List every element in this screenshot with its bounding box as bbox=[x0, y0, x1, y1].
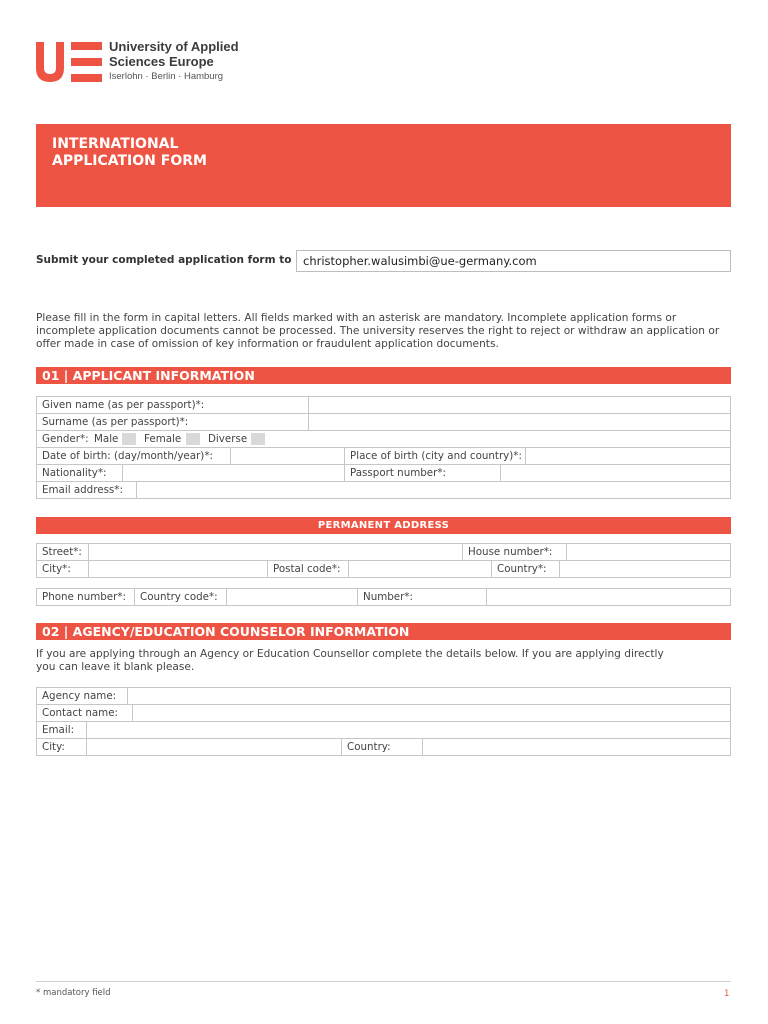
country-code-label: Country code*: bbox=[135, 589, 227, 605]
phone-row bbox=[36, 588, 731, 606]
house-number-label: House number*: bbox=[463, 544, 567, 560]
section-agency-header: 02 | AGENCY/EDUCATION COUNSELOR INFORMATION bbox=[36, 623, 731, 640]
title-banner bbox=[36, 124, 731, 207]
mandatory-field-note: * mandatory field bbox=[36, 988, 111, 998]
agency-description: If you are applying through an Agency or Education Counsellor complete the details below. If you are applying directly you can leave it blank please. bbox=[36, 648, 664, 673]
street-row bbox=[36, 543, 731, 561]
email-input[interactable] bbox=[137, 482, 730, 498]
agency-email-label: Email: bbox=[37, 722, 87, 738]
gender-female-checkbox[interactable] bbox=[186, 433, 200, 445]
agency-email-input[interactable] bbox=[87, 722, 730, 738]
city-row bbox=[36, 560, 731, 578]
ue-logo bbox=[36, 42, 102, 82]
gender-diverse-checkbox[interactable] bbox=[251, 433, 265, 445]
city-input[interactable] bbox=[89, 561, 268, 577]
contact-name-input[interactable] bbox=[133, 705, 730, 721]
dob-input[interactable] bbox=[231, 448, 345, 464]
footer-divider bbox=[36, 981, 731, 982]
form-title bbox=[52, 136, 207, 170]
passport-label: Passport number*: bbox=[345, 465, 501, 481]
gender-label: Gender*: bbox=[42, 433, 89, 445]
page-number: 1 bbox=[724, 989, 730, 999]
birth-row bbox=[36, 447, 731, 465]
agency-city-label: City: bbox=[37, 739, 87, 755]
submit-label: Submit your completed application form to bbox=[36, 254, 292, 266]
permanent-address-header: PERMANENT ADDRESS bbox=[36, 517, 731, 534]
logo-text bbox=[109, 40, 239, 82]
number-input[interactable] bbox=[487, 589, 730, 605]
contact-name-row bbox=[36, 704, 731, 722]
gender-diverse-label: Diverse bbox=[208, 433, 248, 445]
gender-row bbox=[36, 430, 731, 448]
email-label: Email address*: bbox=[37, 482, 137, 498]
email-row bbox=[36, 481, 731, 499]
gender-male-checkbox[interactable] bbox=[122, 433, 136, 445]
logo-name-line1: University of Applied bbox=[109, 39, 239, 54]
agency-name-row bbox=[36, 687, 731, 705]
number-label: Number*: bbox=[358, 589, 487, 605]
house-number-input[interactable] bbox=[567, 544, 730, 560]
pob-label: Place of birth (city and country)*: bbox=[345, 448, 526, 464]
intro-paragraph: Please fill in the form in capital letters. All fields marked with an asterisk are mandatory. Incomplete application forms or incomplete application documents cannot be processed. The university reserves the right to reject or withdraw an application or offer made in case of omission of key information or fraudulent application documents. bbox=[36, 312, 720, 350]
section-applicant-header: 01 | APPLICANT INFORMATION bbox=[36, 367, 731, 384]
pob-input[interactable] bbox=[526, 448, 730, 464]
dob-label: Date of birth: (day/month/year)*: bbox=[37, 448, 231, 464]
city-label: City*: bbox=[37, 561, 89, 577]
gender-male-label: Male bbox=[94, 433, 119, 445]
country-input[interactable] bbox=[560, 561, 730, 577]
submit-email-field[interactable]: christopher.walusimbi@ue-germany.com bbox=[296, 250, 731, 272]
agency-country-label: Country: bbox=[342, 739, 423, 755]
country-label: Country*: bbox=[492, 561, 560, 577]
street-input[interactable] bbox=[89, 544, 463, 560]
agency-name-input[interactable] bbox=[128, 688, 730, 704]
agency-country-input[interactable] bbox=[423, 739, 730, 755]
given-name-row bbox=[36, 396, 731, 414]
surname-input[interactable] bbox=[309, 414, 730, 430]
street-label: Street*: bbox=[37, 544, 89, 560]
logo-cities: Iserlohn · Berlin · Hamburg bbox=[109, 71, 224, 82]
passport-input[interactable] bbox=[501, 465, 730, 481]
surname-label: Surname (as per passport)*: bbox=[37, 414, 309, 430]
agency-email-row bbox=[36, 721, 731, 739]
gender-female-label: Female bbox=[144, 433, 182, 445]
nationality-input[interactable] bbox=[123, 465, 345, 481]
agency-city-input[interactable] bbox=[87, 739, 342, 755]
agency-city-row bbox=[36, 738, 731, 756]
country-code-input[interactable] bbox=[227, 589, 358, 605]
given-name-input[interactable] bbox=[309, 397, 730, 413]
phone-number-label: Phone number*: bbox=[37, 589, 135, 605]
postal-code-input[interactable] bbox=[349, 561, 492, 577]
nationality-label: Nationality*: bbox=[37, 465, 123, 481]
postal-code-label: Postal code*: bbox=[268, 561, 349, 577]
contact-name-label: Contact name: bbox=[37, 705, 133, 721]
surname-row bbox=[36, 413, 731, 431]
logo-name-line2: Sciences Europe bbox=[109, 53, 214, 69]
agency-name-label: Agency name: bbox=[37, 688, 128, 704]
nationality-row bbox=[36, 464, 731, 482]
form-title-line1: INTERNATIONAL bbox=[52, 136, 179, 152]
given-name-label: Given name (as per passport)*: bbox=[37, 397, 309, 413]
form-title-line2: APPLICATION FORM bbox=[52, 153, 207, 169]
